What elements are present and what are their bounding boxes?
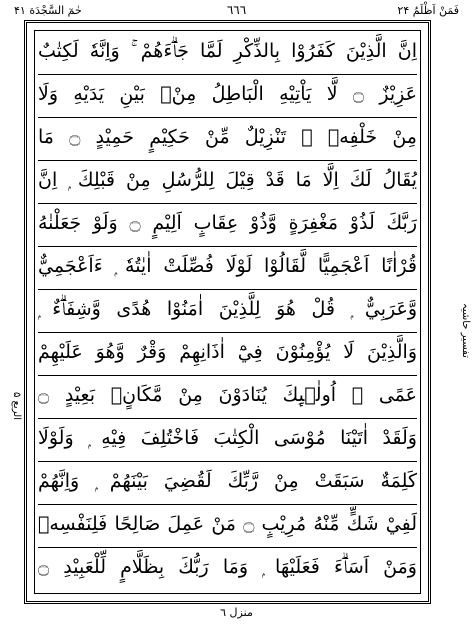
line-rule bbox=[38, 547, 417, 548]
surah-name: حٰمٓ السَّجْدَة ۴۱ bbox=[14, 4, 82, 17]
line-rule bbox=[38, 375, 417, 376]
line-rule bbox=[38, 418, 417, 419]
text-line-4: يُقَالُ لَكَ اِلَّا مَا قَدْ قِيْلَ لِلرُّسُلِ مِنْ قَبْلِكَ ۭ اِنَّ bbox=[38, 169, 417, 191]
line-rule bbox=[38, 289, 417, 290]
page-number: ٦٦٦ bbox=[226, 3, 247, 17]
line-rule bbox=[38, 246, 417, 247]
text-line-9: عَمًى ۭ اُولٰۗىِٕكَ يُنَادَوْنَ مِنْ مَّكَانٍۢ بَعِيْدٍ ۝ bbox=[38, 384, 417, 406]
line-rule bbox=[38, 160, 417, 161]
margin-note-left: الربع ۵ bbox=[11, 391, 22, 420]
text-line-6: قُرْاٰنًا اَعْجَمِيًّا لَّقَالُوْا لَوْلَا فُصِّلَتْ اٰيٰتُهٗ ۭ ءَاَعْجَمِيٌّ bbox=[38, 255, 417, 277]
line-rule bbox=[38, 74, 417, 75]
text-line-7: وَّعَرَبِيٌّ ۭ قُلْ هُوَ لِلَّذِيْنَ اٰمَنُوْا هُدًى وَّشِفَاۗءٌ ۭ bbox=[38, 298, 417, 320]
text-line-2: عَزِيْزٌ ۝ لَّا يَاْتِيْهِ الْبَاطِلُ مِنْۢ بَيْنِ يَدَيْهِ وَلَا bbox=[38, 83, 417, 105]
line-rule bbox=[38, 332, 417, 333]
text-line-1: اِنَّ الَّذِيْنَ كَفَرُوْا بِالذِّكْرِ لَمَّا جَاۗءَهُمْ ۚ وَاِنَّهٗ لَكِتٰبٌ bbox=[38, 40, 417, 62]
page-header bbox=[0, 0, 473, 22]
text-line-13: وَمَنْ اَسَاۗءَ فَعَلَيْهَا ۭ وَمَا رَبُّكَ بِظَلَّامٍ لِّلْعَبِيْدِ ۝ bbox=[38, 556, 417, 578]
text-line-12: لَفِيْ شَكٍّ مِّنْهُ مُرِيْبٍ ۝ مَنْ عَمِلَ صَالِحًا فَلِنَفْسِهٖ bbox=[38, 513, 417, 535]
text-line-11: كَلِمَةٌ سَبَقَتْ مِنْ رَّبِّكَ لَقُضِيَ بَيْنَهُمْ ۭ وَاِنَّهُمْ bbox=[38, 470, 417, 492]
line-rule bbox=[38, 203, 417, 204]
page-footer: منزل ٦ bbox=[220, 606, 253, 619]
line-rule bbox=[38, 117, 417, 118]
text-line-3: مِنْ خَلْفِهٖ ۭ تَنْزِيْلٌ مِّنْ حَكِيْمٍ حَمِيْدٍ ۝ مَا bbox=[38, 126, 417, 148]
line-rule bbox=[38, 461, 417, 462]
margin-note-right: تفسیر حاشیہ bbox=[460, 302, 471, 358]
text-line-10: وَلَقَدْ اٰتَيْنَا مُوْسَى الْكِتٰبَ فَاخْتُلِفَ فِيْهِ ۭ وَلَوْلَا bbox=[38, 427, 417, 449]
text-line-8: وَالَّذِيْنَ لَا يُؤْمِنُوْنَ فِيْٓ اٰذَانِهِمْ وَقْرٌ وَّهُوَ عَلَيْهِمْ bbox=[38, 341, 417, 363]
text-line-5: رَبَّكَ لَذُوْ مَغْفِرَةٍ وَّذُوْ عِقَابٍ اَلِيْمٍ ۝ وَلَوْ جَعَلْنٰهُ bbox=[38, 212, 417, 234]
line-rule bbox=[38, 504, 417, 505]
juz-name: فَمَنْ اَظْلَمُ ۲۴ bbox=[397, 4, 459, 17]
